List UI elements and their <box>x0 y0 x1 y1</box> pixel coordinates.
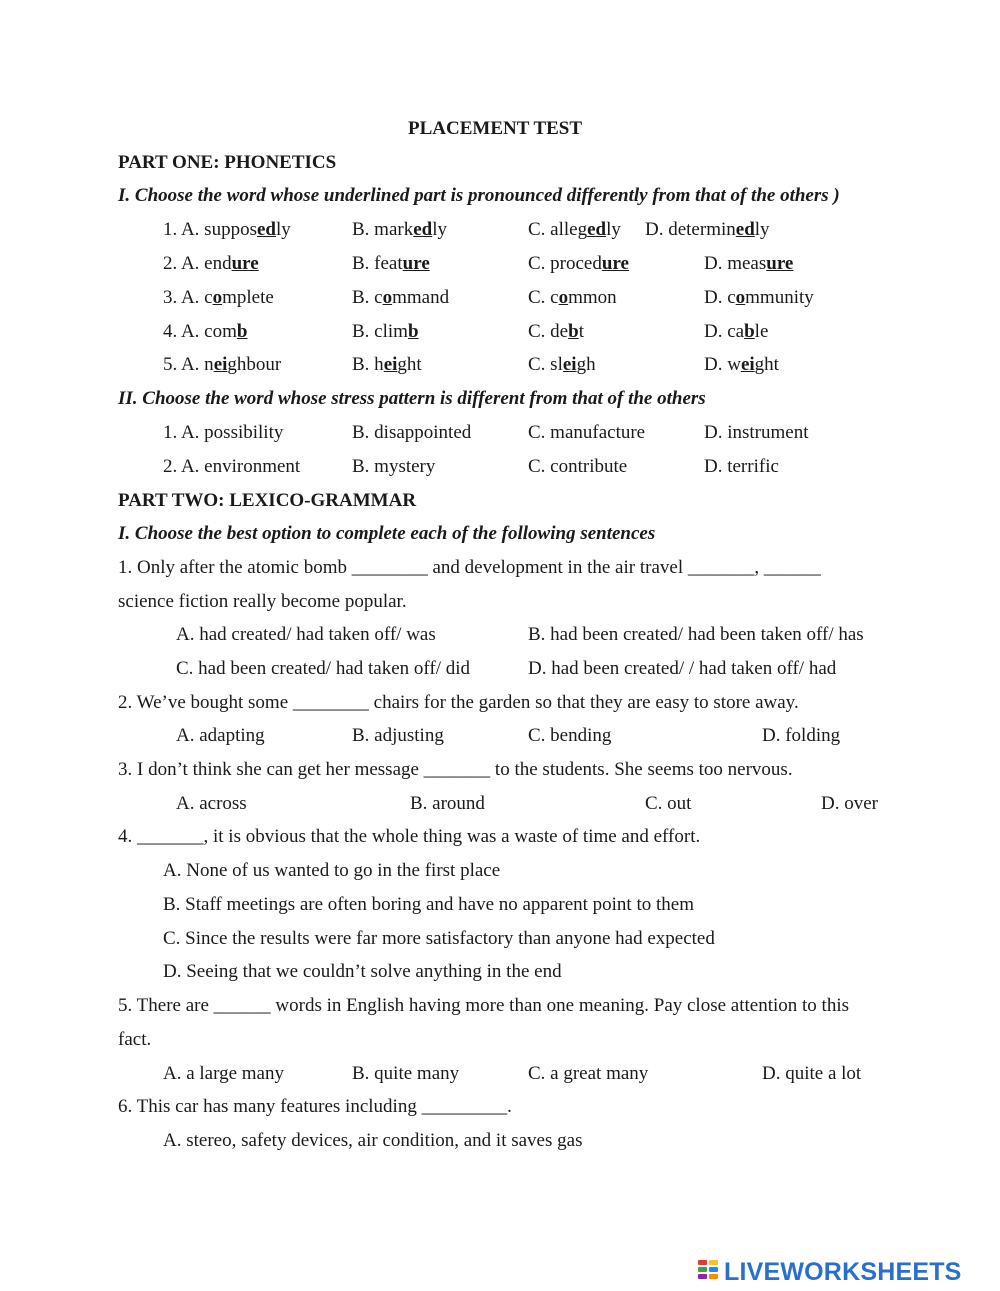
option-a: 5. A. neighbour <box>163 354 282 375</box>
option-a: A. had created/ had taken off/ was <box>176 624 436 645</box>
option-d: D. determinedly <box>645 219 770 240</box>
question-5-options <box>0 1063 1000 1085</box>
option-b: B. mystery <box>352 456 436 477</box>
question-2-options <box>0 725 1000 747</box>
option-a: 3. A. complete <box>163 287 274 308</box>
option-a: A. a large many <box>163 1063 284 1084</box>
phonetics-question <box>0 321 1000 343</box>
grammar-instruction: I. Choose the best option to complete each of the following sentences <box>118 523 656 544</box>
option-c: C. manufacture <box>528 422 646 443</box>
phonetics-question <box>0 287 1000 309</box>
question-5-stem: 5. There are ______ words in English having more than one meaning. Pay close attention to this <box>118 995 849 1016</box>
option-b: B. climb <box>352 321 419 342</box>
option-d: D. over <box>821 793 878 814</box>
option-d: D. folding <box>762 725 841 746</box>
part-two-heading: PART TWO: LEXICO-GRAMMAR <box>118 490 417 511</box>
option-d: D. instrument <box>704 422 809 443</box>
liveworksheets-logo-text: LIVEWORKSHEETS <box>724 1257 962 1286</box>
question-1-options-cd <box>0 658 1000 680</box>
option-b: B. quite many <box>352 1063 460 1084</box>
question-4-option-d: D. Seeing that we couldn’t solve anything in the end <box>163 961 562 982</box>
option-d: D. measure <box>704 253 794 274</box>
option-b: B. feature <box>352 253 430 274</box>
page-title: PLACEMENT TEST <box>408 118 583 139</box>
question-5-stem-cont: fact. <box>118 1029 152 1050</box>
question-1-stem: 1. Only after the atomic bomb ________ and development in the air travel _______, ______ <box>118 557 821 578</box>
option-c: C. sleigh <box>528 354 596 375</box>
option-c: C. out <box>645 793 692 814</box>
phonetics-instruction-2: II. Choose the word whose stress pattern is different from that of the others <box>118 388 706 409</box>
question-4-option-c: C. Since the results were far more satisfactory than anyone had expected <box>163 928 715 949</box>
option-b: B. height <box>352 354 422 375</box>
question-6-stem: 6. This car has many features including _________. <box>118 1096 512 1117</box>
phonetics-question <box>0 219 1000 241</box>
question-3-stem: 3. I don’t think she can get her message _______ to the students. She seems too nervous. <box>118 759 793 780</box>
option-c: C. bending <box>528 725 612 746</box>
option-a: 4. A. comb <box>163 321 248 342</box>
phonetics-question <box>0 354 1000 376</box>
question-3-options <box>0 793 1000 815</box>
part-one-heading: PART ONE: PHONETICS <box>118 152 337 173</box>
option-d: D. terrific <box>704 456 779 477</box>
option-b: B. around <box>410 793 485 814</box>
option-d: D. weight <box>704 354 779 375</box>
option-a: A. adapting <box>176 725 265 746</box>
phonetics-question <box>0 253 1000 275</box>
option-a: 1. A. possibility <box>163 422 284 443</box>
option-d: D. quite a lot <box>762 1063 862 1084</box>
question-1-stem-cont: science fiction really become popular. <box>118 591 407 612</box>
option-d: D. had been created/ / had taken off/ had <box>528 658 837 679</box>
option-b: B. command <box>352 287 450 308</box>
option-a: 2. A. environment <box>163 456 301 477</box>
question-4-stem: 4. _______, it is obvious that the whole thing was a waste of time and effort. <box>118 826 701 847</box>
option-d: D. cable <box>704 321 769 342</box>
question-4-option-a: A. None of us wanted to go in the first place <box>163 860 501 881</box>
option-c: C. a great many <box>528 1063 649 1084</box>
option-c: C. had been created/ had taken off/ did <box>176 658 471 679</box>
question-4-option-b: B. Staff meetings are often boring and have no apparent point to them <box>163 894 694 915</box>
option-c: C. procedure <box>528 253 629 274</box>
option-b: B. markedly <box>352 219 447 240</box>
stress-question <box>0 456 1000 478</box>
stress-question <box>0 422 1000 444</box>
option-a: A. across <box>176 793 247 814</box>
liveworksheets-logo-icon <box>698 1260 720 1284</box>
question-2-stem: 2. We’ve bought some ________ chairs for the garden so that they are easy to store away. <box>118 692 799 713</box>
option-b: B. adjusting <box>352 725 444 746</box>
question-6-option-a: A. stereo, safety devices, air condition, and it saves gas <box>163 1130 583 1151</box>
phonetics-instruction-1: I. Choose the word whose underlined part is pronounced differently from that of the others ) <box>118 185 840 206</box>
option-b: B. disappointed <box>352 422 472 443</box>
option-a: 2. A. endure <box>163 253 259 274</box>
option-c: C. common <box>528 287 617 308</box>
liveworksheets-logo[interactable] <box>698 1257 998 1287</box>
option-c: C. contribute <box>528 456 628 477</box>
option-d: D. community <box>704 287 814 308</box>
option-a: 1. A. supposedly <box>163 219 291 240</box>
option-c: C. debt <box>528 321 584 342</box>
option-b: B. had been created/ had been taken off/ has <box>528 624 864 645</box>
question-1-options-ab <box>0 624 1000 646</box>
option-c: C. allegedly <box>528 219 621 240</box>
